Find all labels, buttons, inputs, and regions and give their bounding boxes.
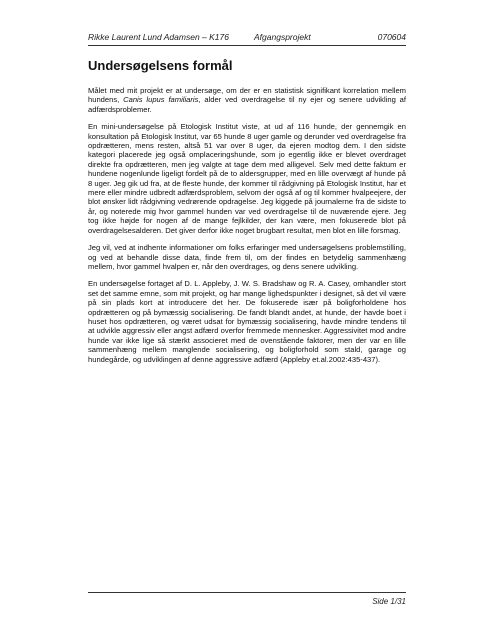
paragraph-purpose [88, 86, 406, 114]
species-name: Canis lupus familiaris [123, 95, 199, 105]
header-date: 070604 [377, 32, 406, 42]
paragraph-mini-study: En mini-undersøgelse på Etologisk Institut viste, at ud af 116 hunde, der gennemgik en konsultation på Etologisk Institut, var 65 hunde 8 uger gamle og derunder ved overdragelse fra opdrætteren, mens resten, altså 51 var over 8 uger, da ejeren modtog dem. I den sidste kategori placerede jeg også omplaceringshunde, som jo egentlig ikke er blevet overdraget direkte fra opdrætteren, men jeg valgte at tage dem med alligevel. Selv med dette faktum er hundene nogenlunde ligeligt fordelt på de to aldersgrupper, med en lille overvægt af hunde på 8 uger. Jeg gik ud fra, at de fleste hunde, der kommer til rådgivning på Etologisk Institut, har et mere eller mindre udbredt adfærdsproblem, selvom der også af og til kommer hvalpeejere, der blot ønsker lidt rådgivning vedrørende opdragelse. Jeg kiggede på journalerne fra de sidste to år, og noterede mig hvor gammel hunden var ved overdragelse til de nuværende ejere. Jeg tog ikke højde for nogen af de mange fejlkilder, der kan være, men fokuserede blot på overdragelsesalderen. Det giver derfor ikke noget brugbart resultat, men blot en lille forsmag. [88, 122, 406, 235]
page-number: Side 1/31 [372, 597, 406, 606]
page-header [88, 32, 406, 46]
paragraph-purpose-text-a: Målet med mit projekt er at undersøge, om der er en statistisk signifikant korrelation mellem hundens, [88, 86, 406, 105]
paragraph-method: Jeg vil, ved at indhente informationer om folks erfaringer med undersøgelsens problemstilling, og ved at behandle disse data, finde frem til, om der findes en betydelig sammenhæng mellem, hvor gammel hvalpen er, når den overdrages, og dens senere udvikling. [88, 243, 406, 271]
header-divider [88, 45, 406, 46]
page-title: Undersøgelsens formål [88, 58, 233, 73]
header-author: Rikke Laurent Lund Adamsen – K176 [88, 32, 229, 42]
body-text [88, 86, 406, 372]
header-project: Afgangsprojekt [254, 32, 311, 42]
paragraph-purpose-text-c: , alder ved overdragelse til ny ejer og senere udvikling af adfærdsproblemer. [88, 95, 407, 114]
paragraph-appleby-study: En undersøgelse fortaget af D. L. Appleby, J. W. S. Bradshaw og R. A. Casey, omhandler stort set det samme emne, som mit projekt, og har mange lighedspunkter i designet, så det vil være på sin plads kort at introducere det her. De fokuserede især på boligforholdene hos opdrætteren og på bymæssig socialisering. De fandt blandt andet, at hunde, der havde boet i huset hos opdrætteren, og været udsat for bymæssig socialisering, havde mindre tendens til at udvikle aggressiv eller angst adfærd overfor fremmede mennesker. Aggressivitet mod andre hunde var ikke lige så stærkt associeret med de ovenstående faktorer, men der var en lille sammenhæng mellem manglende socialisering, og boligforhold som stald, garage og hundegårde, og udviklingen af denne aggressive adfærd (Appleby et.al.2002:435-437). [88, 279, 406, 364]
footer-divider [88, 592, 406, 593]
